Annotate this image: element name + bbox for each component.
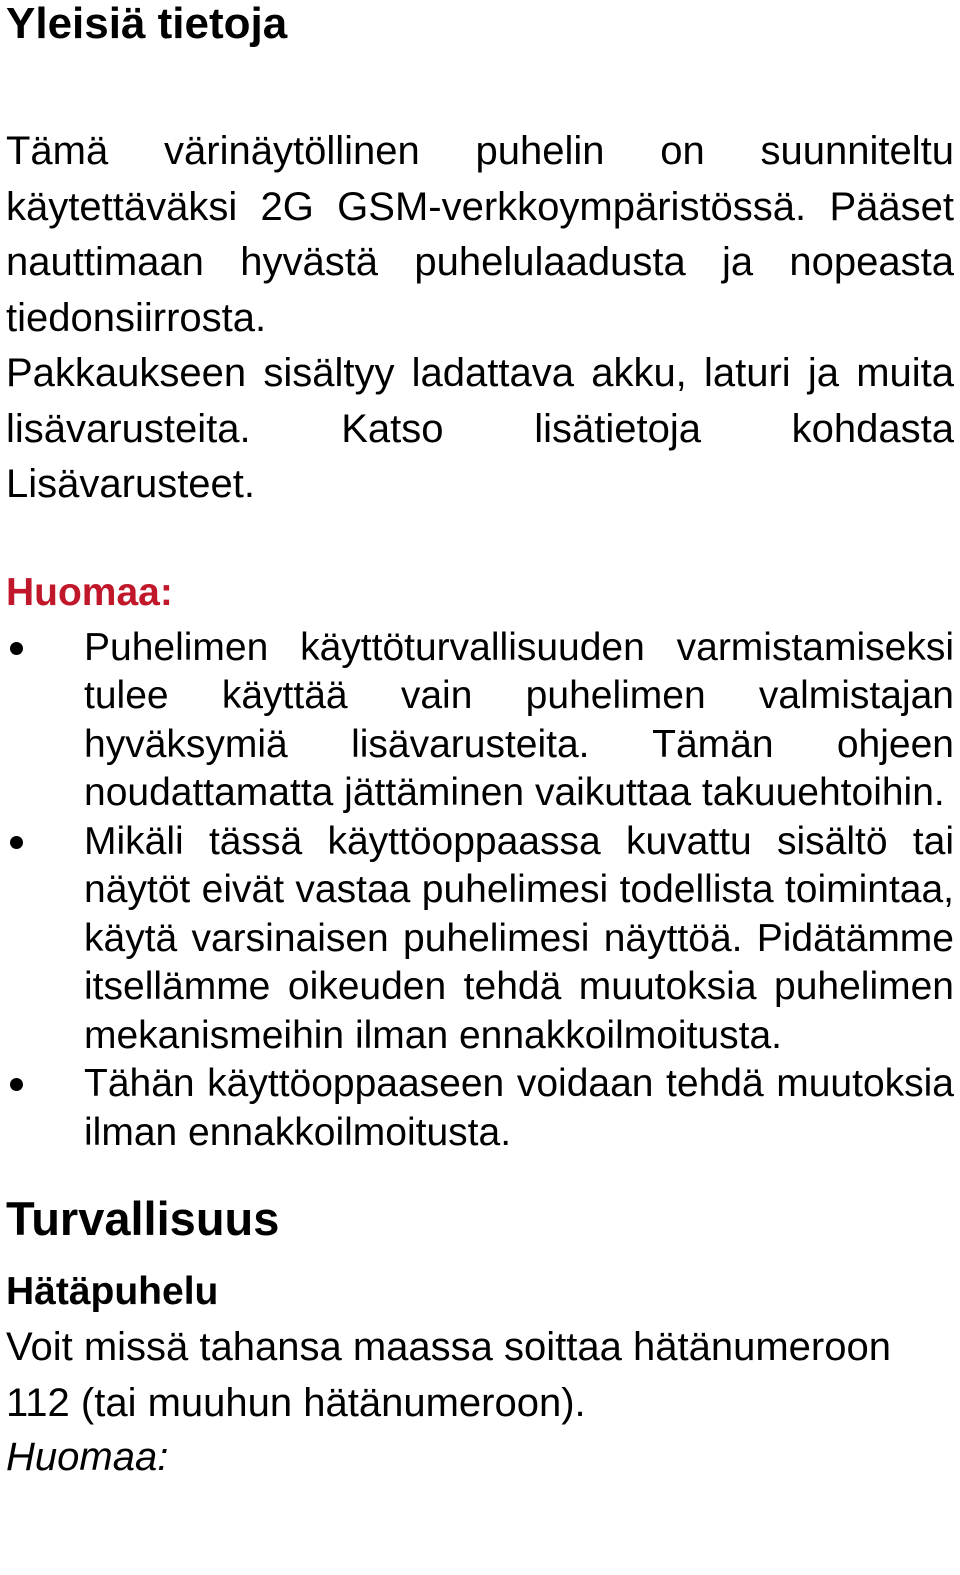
intro-paragraph-2: Pakkaukseen sisältyy ladattava akku, laturi ja muita lisävarusteita. Katso lisätietoja kohdasta Lisävarusteet. xyxy=(6,351,954,506)
emergency-text: Voit missä tahansa maassa soittaa hätänumeroon 112 (tai muuhun hätänumeroon). xyxy=(6,1325,891,1425)
list-item xyxy=(6,818,954,1061)
list-item xyxy=(6,624,954,818)
section-title-safety: Turvallisuus xyxy=(6,1192,280,1245)
note-text-2: Mikäli tässä käyttöoppaassa kuvattu sisältö tai näytöt eivät vastaa puhelimesi todellista toimintaa, käytä varsinaisen puhelimesi näyttöä. Pidätämme itsellämme oikeuden tehdä muutoksia puhelimen mekanismeihin ilman ennakkoilmoitusta. xyxy=(84,819,954,1057)
note-text-1: Puhelimen käyttöturvallisuuden varmistamiseksi tulee käyttää vain puhelimen valmistajan hyväksymiä lisävarusteita. Tämän ohjeen noudattamatta jättäminen vaikuttaa takuuehtoihin. xyxy=(84,625,954,814)
section-title-general: Yleisiä tietoja xyxy=(6,0,288,48)
notes-list xyxy=(6,624,954,1158)
bullet-icon xyxy=(10,836,23,849)
document-page xyxy=(6,0,954,1483)
note-heading: Huomaa: xyxy=(6,570,173,614)
list-item xyxy=(6,1060,954,1157)
intro-paragraph-1: Tämä värinäytöllinen puhelin on suunniteltu käytettäväksi 2G GSM-verkkoympäristössä. Pääset nauttimaan hyvästä puhelulaadusta ja nopeasta tiedonsiirrosta. xyxy=(6,129,954,340)
bullet-icon xyxy=(10,642,23,655)
final-note-heading: Huomaa: xyxy=(6,1435,169,1479)
subsection-title-emergency: Hätäpuhelu xyxy=(6,1270,219,1313)
note-text-3: Tähän käyttöoppaaseen voidaan tehdä muutoksia ilman ennakkoilmoitusta. xyxy=(84,1062,954,1154)
bullet-icon xyxy=(10,1078,23,1091)
intro-text xyxy=(6,124,954,513)
